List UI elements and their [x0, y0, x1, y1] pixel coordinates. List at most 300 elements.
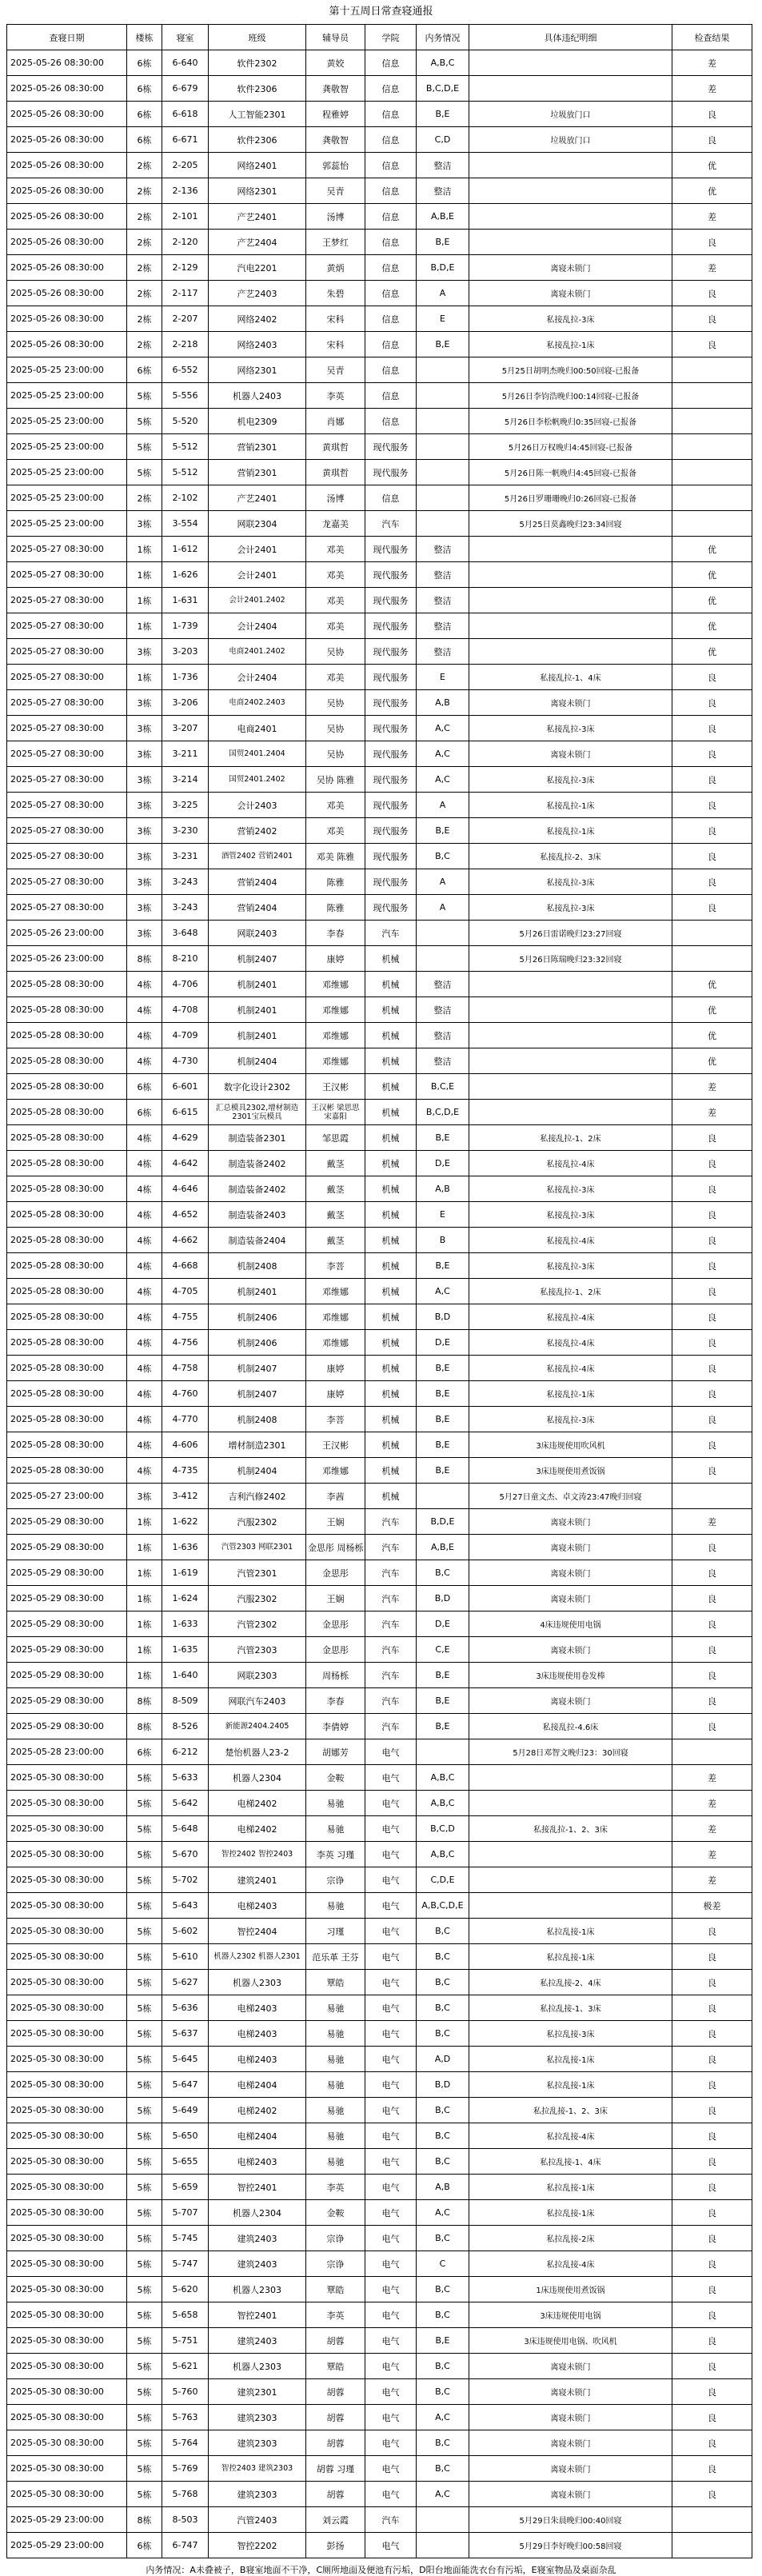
cell-housekeeping: A,B,E: [417, 204, 469, 230]
cell-building: 5栋: [127, 2175, 162, 2200]
cell-class: 网络2402: [209, 306, 306, 332]
cell-violation-detail: 5月26日罗珊珊晚归0:26回寝-已报备: [469, 485, 672, 511]
cell-violation-detail: 私接乱拉-1、2、3床: [469, 1816, 672, 1842]
cell-room: 4-706: [162, 972, 209, 997]
header-room: 寝室: [162, 25, 209, 50]
cell-room: 3-207: [162, 716, 209, 741]
cell-class: 产艺2401: [209, 204, 306, 230]
cell-building: 6栋: [127, 1074, 162, 1100]
cell-housekeeping: 整洁: [417, 178, 469, 204]
table-row: [7, 1611, 752, 1637]
cell-college: 电气: [365, 2200, 417, 2226]
cell-class: 汽管2403: [209, 2507, 306, 2533]
cell-violation-detail: 私接乱拉-1床: [469, 818, 672, 844]
cell-class: 电梯2404: [209, 2072, 306, 2098]
cell-violation-detail: [469, 178, 672, 204]
cell-building: 5栋: [127, 1893, 162, 1919]
cell-result: 良: [672, 1458, 752, 1484]
cell-class: 网联汽车2403: [209, 1688, 306, 1714]
cell-result: 良: [672, 1253, 752, 1279]
cell-housekeeping: C,E: [417, 1637, 469, 1663]
cell-college: 电气: [365, 1791, 417, 1816]
cell-counselor: 李春: [306, 1688, 365, 1714]
cell-building: 1栋: [127, 1663, 162, 1688]
cell-class: 机电2309: [209, 409, 306, 434]
cell-housekeeping: A: [417, 895, 469, 921]
cell-college: 电气: [365, 2226, 417, 2251]
cell-building: 4栋: [127, 1023, 162, 1048]
cell-college: 电气: [365, 2123, 417, 2149]
cell-violation-detail: 私拉乱接-3床: [469, 2021, 672, 2047]
cell-date: 2025-05-28 08:30:00: [7, 1228, 127, 1253]
cell-counselor: 刘云霞: [306, 2507, 365, 2533]
cell-result: [672, 1484, 752, 1509]
cell-class: 网络2301: [209, 357, 306, 383]
cell-date: 2025-05-25 23:00:00: [7, 511, 127, 537]
cell-class: 制造装备2403: [209, 1202, 306, 1228]
cell-date: 2025-05-26 08:30:00: [7, 76, 127, 102]
cell-building: 3栋: [127, 716, 162, 741]
cell-violation-detail: 离寝未锁门: [469, 690, 672, 716]
cell-room: 5-751: [162, 2328, 209, 2354]
cell-housekeeping: C: [417, 2251, 469, 2277]
cell-housekeeping: B,E: [417, 818, 469, 844]
cell-class: 软件2302: [209, 50, 306, 76]
table-row: [7, 2456, 752, 2482]
cell-college: 机械: [365, 946, 417, 972]
cell-date: 2025-05-28 08:30:00: [7, 1023, 127, 1048]
cell-counselor: 李英: [306, 2302, 365, 2328]
cell-counselor: 朱碧: [306, 281, 365, 306]
cell-violation-detail: 3床违规使用电锅: [469, 2302, 672, 2328]
cell-building: 5栋: [127, 460, 162, 485]
cell-class: 汽管2303 网联2301: [209, 1535, 306, 1560]
cell-date: 2025-05-28 08:30:00: [7, 1304, 127, 1330]
cell-counselor: 黄姣: [306, 50, 365, 76]
cell-room: 4-709: [162, 1023, 209, 1048]
cell-counselor: 戴茎: [306, 1228, 365, 1253]
cell-college: 信息: [365, 50, 417, 76]
header-housekeeping: 内务情况: [417, 25, 469, 50]
cell-counselor: 程雅婷: [306, 102, 365, 127]
cell-date: 2025-05-30 08:30:00: [7, 1970, 127, 1995]
cell-college: 电气: [365, 2328, 417, 2354]
cell-counselor: 李茜: [306, 1484, 365, 1509]
cell-room: 4-606: [162, 1432, 209, 1458]
cell-housekeeping: B,C: [417, 2021, 469, 2047]
cell-room: 4-652: [162, 1202, 209, 1228]
cell-college: 电气: [365, 1739, 417, 1765]
cell-violation-detail: 离寝未锁门: [469, 2482, 672, 2507]
cell-room: 1-633: [162, 1611, 209, 1637]
cell-date: 2025-05-26 08:30:00: [7, 153, 127, 178]
cell-counselor: 吴青: [306, 178, 365, 204]
cell-room: 6-747: [162, 2533, 209, 2558]
cell-date: 2025-05-30 08:30:00: [7, 1944, 127, 1970]
cell-counselor: 吴协 陈雅: [306, 767, 365, 793]
cell-building: 4栋: [127, 1176, 162, 1202]
cell-result: 良: [672, 1356, 752, 1381]
cell-college: 机械: [365, 1356, 417, 1381]
cell-class: 软件2306: [209, 127, 306, 153]
cell-room: 5-637: [162, 2021, 209, 2047]
cell-violation-detail: 私接乱拉-1、4床: [469, 665, 672, 690]
table-header-row: [7, 25, 752, 50]
cell-class: 汽服2302: [209, 1586, 306, 1611]
cell-violation-detail: 私接乱拉-4床: [469, 1356, 672, 1381]
cell-violation-detail: 5月29日朱晨晚归00:40回寝: [469, 2507, 672, 2533]
cell-counselor: 王娴: [306, 1586, 365, 1611]
cell-counselor: 龚敬智: [306, 127, 365, 153]
cell-violation-detail: 私拉乱接-2床: [469, 2226, 672, 2251]
cell-result: 良: [672, 2123, 752, 2149]
cell-class: 营销2301: [209, 460, 306, 485]
cell-result: 良: [672, 2149, 752, 2175]
cell-college: 现代服务: [365, 818, 417, 844]
cell-room: 5-760: [162, 2379, 209, 2405]
cell-building: 1栋: [127, 613, 162, 639]
header-class: 班级: [209, 25, 306, 50]
cell-violation-detail: 3床违规使用电锅、吹风机: [469, 2328, 672, 2354]
cell-date: 2025-05-26 08:30:00: [7, 255, 127, 281]
inspection-table: [6, 24, 752, 2558]
cell-room: 4-646: [162, 1176, 209, 1202]
cell-violation-detail: 5月28日邓智文晚归23：30回寝: [469, 1739, 672, 1765]
cell-class: 网联2403: [209, 921, 306, 946]
cell-result: 良: [672, 1586, 752, 1611]
cell-college: 汽车: [365, 1611, 417, 1637]
cell-room: 6-601: [162, 1074, 209, 1100]
cell-class: 机器人2403: [209, 383, 306, 409]
cell-date: 2025-05-28 08:30:00: [7, 1330, 127, 1356]
cell-violation-detail: [469, 1023, 672, 1048]
cell-class: 建筑2303: [209, 2430, 306, 2456]
table-row: [7, 2251, 752, 2277]
cell-date: 2025-05-29 08:30:00: [7, 1714, 127, 1739]
cell-college: 机械: [365, 1202, 417, 1228]
cell-date: 2025-05-30 08:30:00: [7, 1765, 127, 1791]
cell-class: 会计2401.2402: [209, 588, 306, 613]
cell-result: 良: [672, 1407, 752, 1432]
table-row: [7, 281, 752, 306]
table-row: [7, 2277, 752, 2302]
cell-counselor: 金思彤: [306, 1611, 365, 1637]
cell-building: 2栋: [127, 281, 162, 306]
cell-building: 1栋: [127, 1611, 162, 1637]
cell-counselor: 康婷: [306, 1356, 365, 1381]
cell-class: 机制2401: [209, 1279, 306, 1304]
cell-building: 5栋: [127, 2123, 162, 2149]
cell-violation-detail: 私拉乱接-1床: [469, 1944, 672, 1970]
cell-class: 机制2404: [209, 1048, 306, 1074]
cell-housekeeping: [417, 946, 469, 972]
cell-building: 2栋: [127, 485, 162, 511]
cell-college: 现代服务: [365, 895, 417, 921]
cell-college: 机械: [365, 1330, 417, 1356]
table-row: [7, 537, 752, 562]
cell-housekeeping: B,C: [417, 2277, 469, 2302]
cell-building: 8栋: [127, 946, 162, 972]
cell-building: 5栋: [127, 1765, 162, 1791]
cell-date: 2025-05-29 08:30:00: [7, 1688, 127, 1714]
cell-college: 电气: [365, 2379, 417, 2405]
cell-room: 4-642: [162, 1151, 209, 1176]
cell-violation-detail: 5月26日陈一帆晚归4:45回寝-已报备: [469, 460, 672, 485]
cell-result: 优: [672, 972, 752, 997]
cell-result: 良: [672, 1304, 752, 1330]
cell-building: 2栋: [127, 153, 162, 178]
cell-result: 优: [672, 537, 752, 562]
cell-building: 4栋: [127, 1151, 162, 1176]
cell-class: 智控2402 智控2403: [209, 1842, 306, 1867]
cell-college: 信息: [365, 76, 417, 102]
cell-class: 机制2401: [209, 972, 306, 997]
cell-result: 良: [672, 1611, 752, 1637]
header-college: 学院: [365, 25, 417, 50]
cell-housekeeping: B,C,D: [417, 1816, 469, 1842]
cell-counselor: 康婷: [306, 946, 365, 972]
cell-building: 5栋: [127, 2354, 162, 2379]
cell-class: 机制2401: [209, 997, 306, 1023]
cell-counselor: 金思彤: [306, 1637, 365, 1663]
cell-counselor: 易驰: [306, 1791, 365, 1816]
cell-college: 机械: [365, 1432, 417, 1458]
cell-college: 电气: [365, 1995, 417, 2021]
cell-building: 1栋: [127, 665, 162, 690]
cell-result: 良: [672, 741, 752, 767]
cell-result: [672, 2533, 752, 2558]
header-date: 查寝日期: [7, 25, 127, 50]
cell-building: 6栋: [127, 127, 162, 153]
cell-result: 优: [672, 639, 752, 665]
cell-violation-detail: 离寝未锁门: [469, 1509, 672, 1535]
cell-class: 软件2306: [209, 76, 306, 102]
cell-room: 6-615: [162, 1100, 209, 1125]
cell-counselor: 李倩婷: [306, 1714, 365, 1739]
cell-building: 5栋: [127, 1816, 162, 1842]
cell-violation-detail: 私拉乱接-2、4床: [469, 1970, 672, 1995]
cell-building: 2栋: [127, 332, 162, 357]
cell-result: 优: [672, 613, 752, 639]
cell-room: 1-619: [162, 1560, 209, 1586]
cell-date: 2025-05-27 08:30:00: [7, 639, 127, 665]
cell-housekeeping: B,C: [417, 2123, 469, 2149]
cell-result: 差: [672, 1765, 752, 1791]
cell-violation-detail: 私接乱拉-1床: [469, 793, 672, 818]
cell-college: 电气: [365, 2047, 417, 2072]
cell-violation-detail: 私拉乱接-1、2、3床: [469, 2098, 672, 2123]
table-row: [7, 562, 752, 588]
cell-building: 5栋: [127, 409, 162, 434]
cell-violation-detail: 私拉乱接-1、4床: [469, 2149, 672, 2175]
cell-violation-detail: [469, 1842, 672, 1867]
cell-violation-detail: 离寝未锁门: [469, 255, 672, 281]
cell-result: 良: [672, 2328, 752, 2354]
cell-building: 6栋: [127, 50, 162, 76]
cell-housekeeping: B,E: [417, 1125, 469, 1151]
cell-building: 5栋: [127, 1970, 162, 1995]
cell-housekeeping: [417, 409, 469, 434]
cell-college: 机械: [365, 1176, 417, 1202]
cell-date: 2025-05-26 23:00:00: [7, 921, 127, 946]
cell-violation-detail: [469, 1765, 672, 1791]
table-row: [7, 1739, 752, 1765]
cell-room: 4-662: [162, 1228, 209, 1253]
cell-housekeeping: A: [417, 281, 469, 306]
cell-building: 2栋: [127, 178, 162, 204]
table-row: [7, 1995, 752, 2021]
cell-result: 良: [672, 2405, 752, 2430]
cell-violation-detail: [469, 76, 672, 102]
table-row: [7, 1253, 752, 1279]
cell-result: [672, 511, 752, 537]
cell-counselor: 范乐革 王芬: [306, 1944, 365, 1970]
cell-violation-detail: 离寝未锁门: [469, 2379, 672, 2405]
cell-result: 良: [672, 869, 752, 895]
cell-counselor: 易驰: [306, 1995, 365, 2021]
cell-violation-detail: 5月27日童文杰、卓文涛23:47晚归回寝: [469, 1484, 672, 1509]
cell-room: 5-620: [162, 2277, 209, 2302]
cell-building: 3栋: [127, 767, 162, 793]
cell-result: 良: [672, 2021, 752, 2047]
cell-housekeeping: A,B,C: [417, 1842, 469, 1867]
cell-room: 5-645: [162, 2047, 209, 2072]
cell-date: 2025-05-28 08:30:00: [7, 1125, 127, 1151]
cell-counselor: 郭蕊怡: [306, 153, 365, 178]
cell-college: 汽车: [365, 921, 417, 946]
cell-violation-detail: [469, 972, 672, 997]
table-row: [7, 1100, 752, 1125]
cell-room: 5-636: [162, 1995, 209, 2021]
cell-date: 2025-05-30 08:30:00: [7, 2277, 127, 2302]
cell-building: 1栋: [127, 588, 162, 613]
cell-room: 5-768: [162, 2482, 209, 2507]
table-row: [7, 1279, 752, 1304]
cell-counselor: 李英: [306, 2175, 365, 2200]
cell-college: 电气: [365, 1765, 417, 1791]
cell-counselor: 汤博: [306, 485, 365, 511]
cell-room: 5-633: [162, 1765, 209, 1791]
cell-college: 机械: [365, 1125, 417, 1151]
cell-college: 机械: [365, 1228, 417, 1253]
cell-counselor: 康婷: [306, 1381, 365, 1407]
cell-date: 2025-05-27 08:30:00: [7, 767, 127, 793]
cell-college: 现代服务: [365, 690, 417, 716]
cell-room: 1-636: [162, 1535, 209, 1560]
cell-college: 汽车: [365, 1663, 417, 1688]
cell-result: 良: [672, 2175, 752, 2200]
table-row: [7, 1228, 752, 1253]
cell-class: 机制2407: [209, 1381, 306, 1407]
cell-date: 2025-05-30 08:30:00: [7, 2072, 127, 2098]
cell-building: 1栋: [127, 1509, 162, 1535]
cell-building: 3栋: [127, 793, 162, 818]
table-row: [7, 383, 752, 409]
cell-violation-detail: 私接乱拉-3床: [469, 716, 672, 741]
cell-result: 优: [672, 1048, 752, 1074]
cell-room: 3-648: [162, 921, 209, 946]
cell-counselor: 金鞍: [306, 1765, 365, 1791]
cell-room: 4-758: [162, 1356, 209, 1381]
cell-violation-detail: 私接乱拉-3床: [469, 1407, 672, 1432]
cell-violation-detail: [469, 50, 672, 76]
cell-housekeeping: B,E: [417, 332, 469, 357]
cell-violation-detail: [469, 537, 672, 562]
table-row: [7, 1791, 752, 1816]
cell-violation-detail: 私接乱拉-1床: [469, 332, 672, 357]
cell-room: 2-101: [162, 204, 209, 230]
cell-housekeeping: A,C: [417, 2405, 469, 2430]
cell-college: 信息: [365, 127, 417, 153]
cell-building: 1栋: [127, 1560, 162, 1586]
cell-result: 良: [672, 818, 752, 844]
cell-housekeeping: 整洁: [417, 562, 469, 588]
table-row: [7, 2354, 752, 2379]
cell-room: 1-624: [162, 1586, 209, 1611]
cell-housekeeping: 整洁: [417, 613, 469, 639]
cell-housekeeping: A,C: [417, 716, 469, 741]
cell-counselor: 易驰: [306, 1816, 365, 1842]
cell-housekeeping: A,B: [417, 1176, 469, 1202]
cell-counselor: 戴茎: [306, 1202, 365, 1228]
cell-building: 4栋: [127, 1125, 162, 1151]
cell-counselor: 宗诤: [306, 1867, 365, 1893]
cell-date: 2025-05-30 08:30:00: [7, 1995, 127, 2021]
cell-class: 机器人2304: [209, 1765, 306, 1791]
cell-date: 2025-05-26 08:30:00: [7, 50, 127, 76]
cell-room: 4-708: [162, 997, 209, 1023]
table-row: [7, 255, 752, 281]
table-row: [7, 230, 752, 255]
cell-room: 5-769: [162, 2456, 209, 2482]
cell-room: 4-755: [162, 1304, 209, 1330]
cell-building: 4栋: [127, 1407, 162, 1432]
cell-class: 智控2202: [209, 2533, 306, 2558]
cell-result: 良: [672, 1381, 752, 1407]
cell-result: 良: [672, 2072, 752, 2098]
cell-result: 差: [672, 50, 752, 76]
cell-result: [672, 921, 752, 946]
cell-counselor: 李菩: [306, 1253, 365, 1279]
table-row: [7, 818, 752, 844]
cell-class: 汽服2302: [209, 1509, 306, 1535]
cell-counselor: 王汉彬 梁思思 宋嘉阳: [306, 1100, 365, 1125]
cell-room: 5-556: [162, 383, 209, 409]
cell-housekeeping: [417, 2533, 469, 2558]
cell-class: 建筑2301: [209, 2379, 306, 2405]
cell-class: 网络2401: [209, 153, 306, 178]
cell-counselor: 易驰: [306, 2047, 365, 2072]
table-row: [7, 613, 752, 639]
cell-class: 机制2407: [209, 1356, 306, 1381]
cell-result: 良: [672, 1176, 752, 1202]
cell-building: 5栋: [127, 2277, 162, 2302]
cell-violation-detail: 5月25日莫鑫晚归23:34回寝: [469, 511, 672, 537]
cell-building: 5栋: [127, 383, 162, 409]
cell-college: 现代服务: [365, 869, 417, 895]
cell-date: 2025-05-30 08:30:00: [7, 2200, 127, 2226]
cell-class: 电梯2403: [209, 2149, 306, 2175]
cell-class: 智控2401: [209, 2175, 306, 2200]
cell-result: [672, 485, 752, 511]
cell-college: 机械: [365, 972, 417, 997]
cell-violation-detail: [469, 588, 672, 613]
cell-college: 电气: [365, 1944, 417, 1970]
table-row: [7, 306, 752, 332]
cell-college: 电气: [365, 2354, 417, 2379]
cell-result: [672, 409, 752, 434]
cell-result: 良: [672, 1279, 752, 1304]
